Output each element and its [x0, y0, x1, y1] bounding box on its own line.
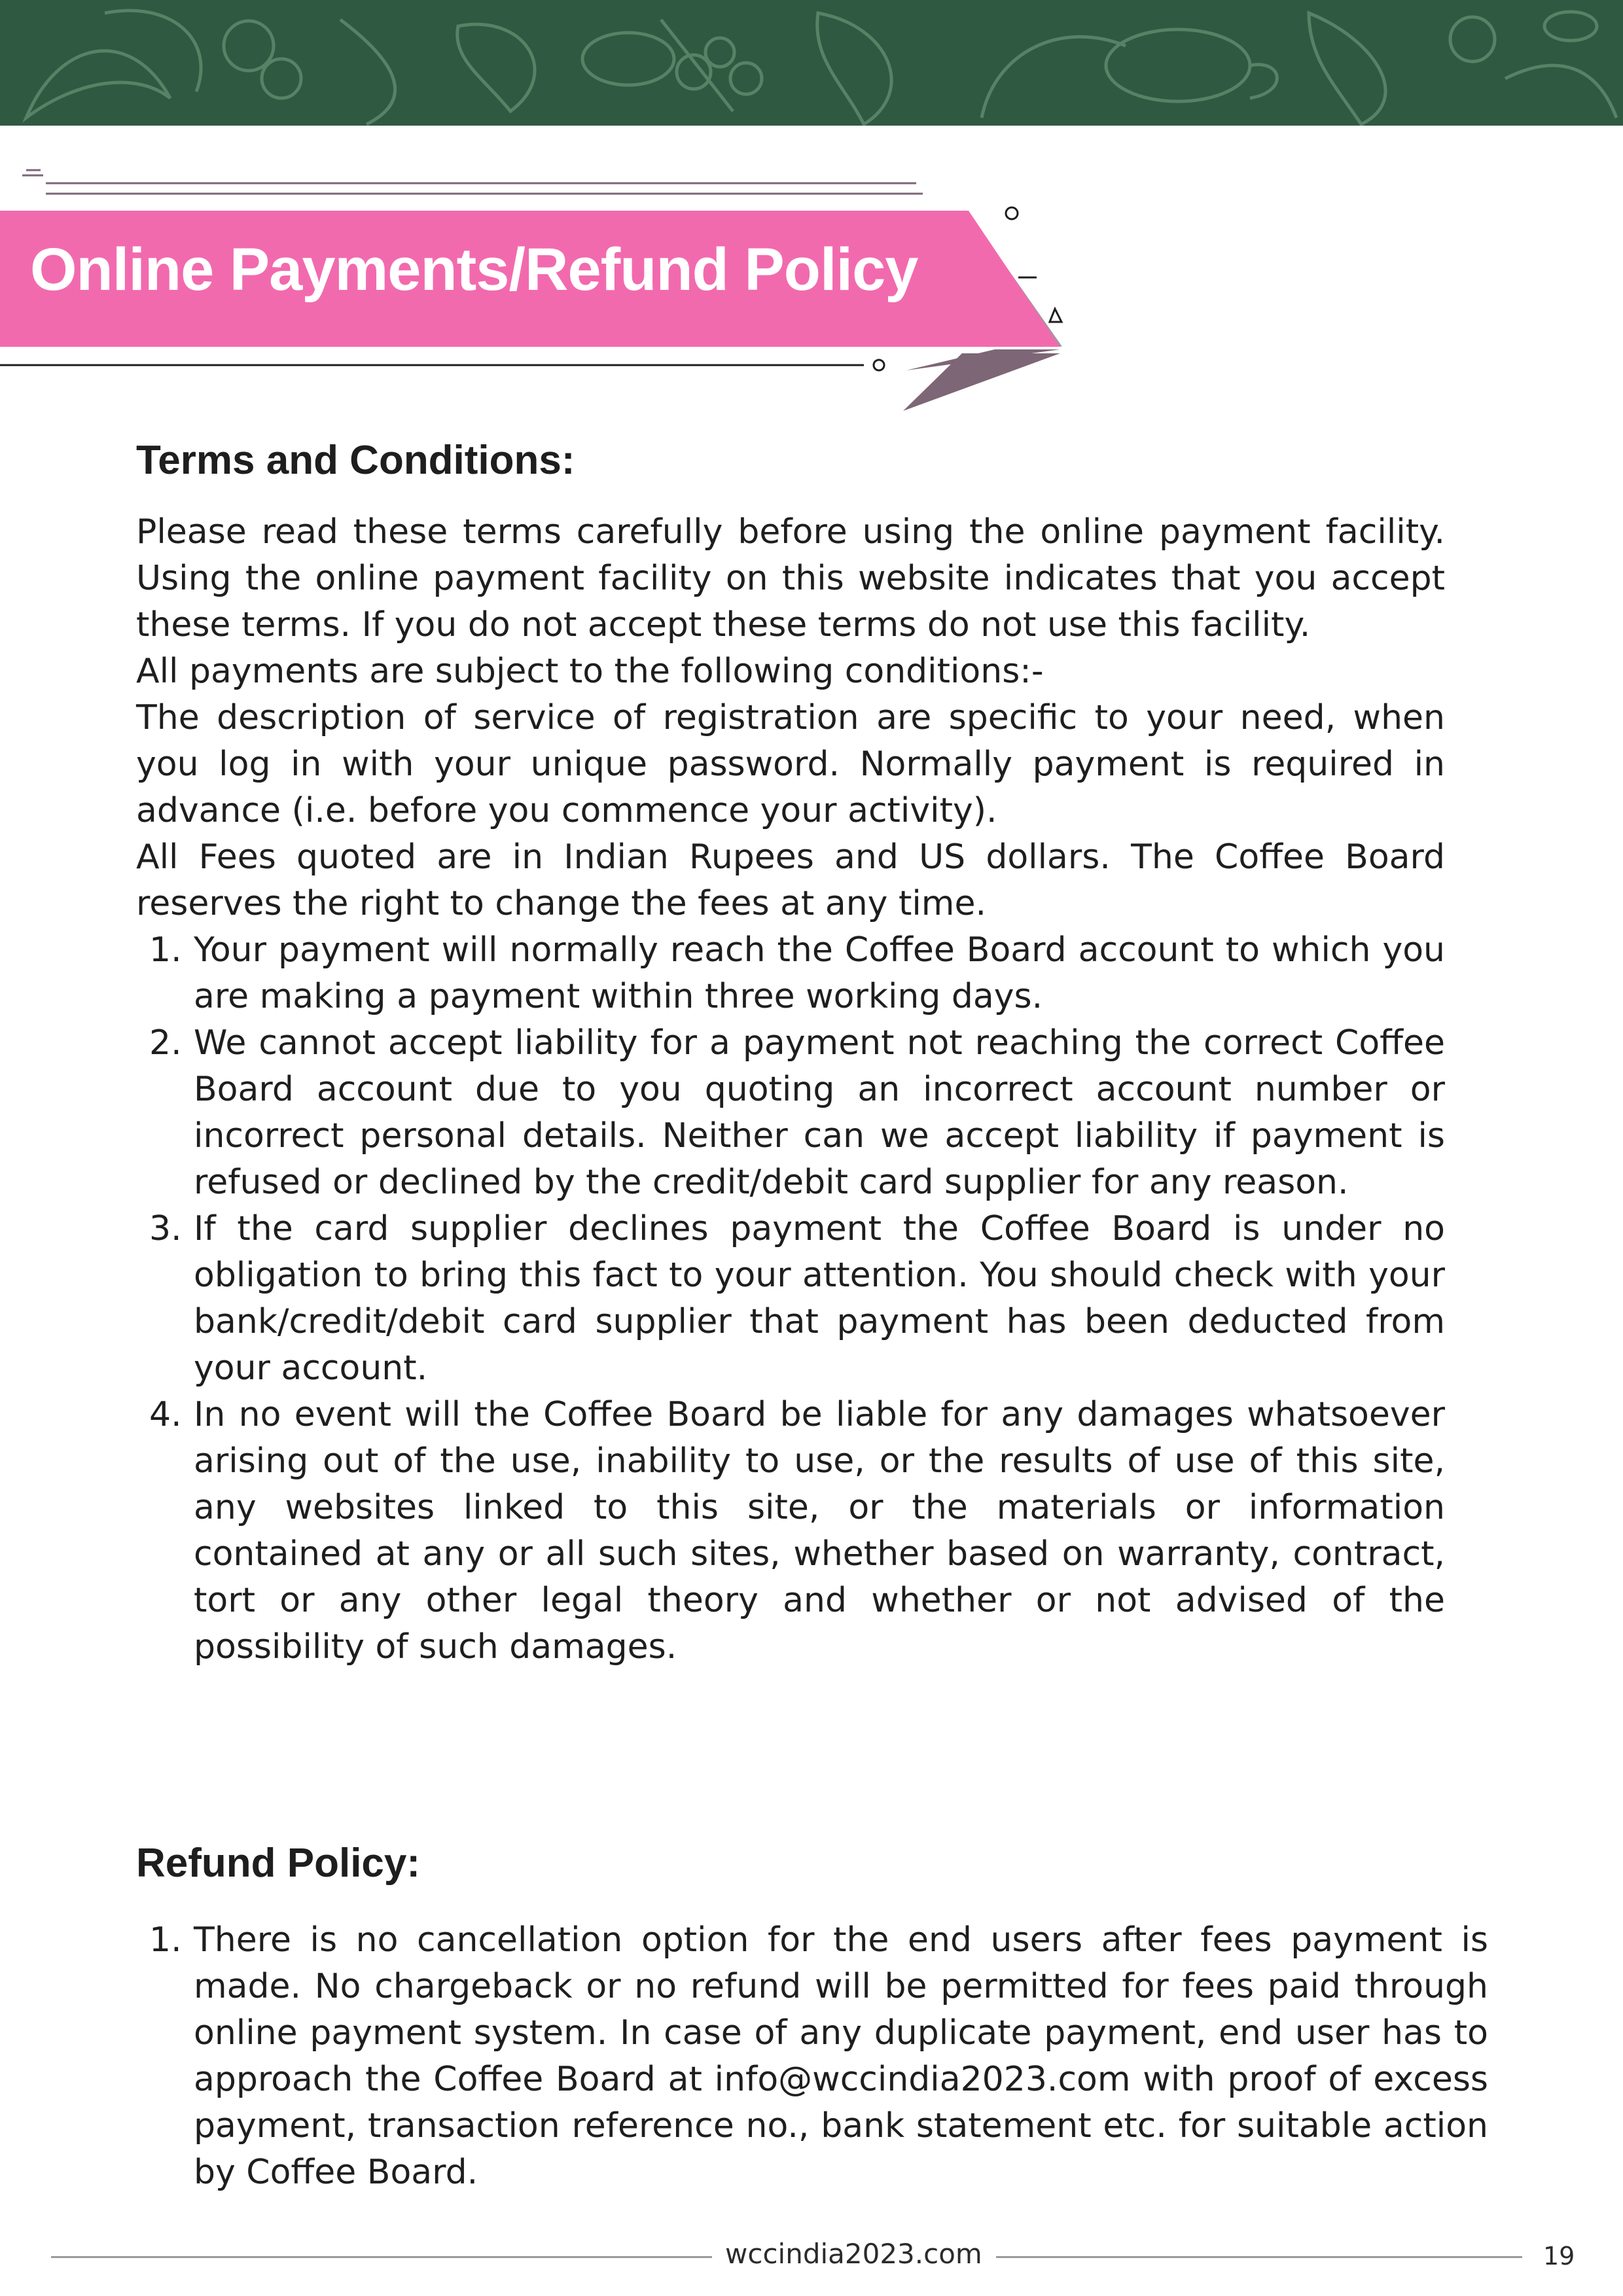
list-number: 1.: [149, 1920, 182, 1960]
list-text: In no event will the Coffee Board be liable for any damages whatsoever arising out of the use, inability to use, or the results of use of this site, any websites linked to this site, or the materials or information contained at any or all such sites, whether based on warranty, contract, tort or any other legal theory and whether or not advised of the possibility of such damages.: [194, 1395, 1445, 1667]
refund-body: [136, 1917, 1488, 2196]
list-number: 2.: [149, 1023, 182, 1063]
list-item: [136, 1392, 1445, 1670]
terms-paragraph: Please read these terms carefully before using the online payment facility. Using the online payment facility on this website indicates that you accept these terms. If you do not accept these terms do not use this facility.: [136, 512, 1445, 645]
list-item: [136, 1020, 1445, 1206]
footer-divider-right: [996, 2256, 1522, 2258]
page-title: Online Payments/Refund Policy: [30, 236, 918, 303]
terms-paragraph: The description of service of registration are specific to your need, when you log in with your unique password. Normally payment is required in advance (i.e. before you commence your activity).: [136, 698, 1445, 830]
list-number: 3.: [149, 1209, 182, 1248]
list-number: 4.: [149, 1395, 182, 1434]
refund-heading: Refund Policy:: [136, 1841, 421, 1886]
list-item: [136, 1206, 1445, 1392]
list-item: [136, 927, 1445, 1020]
footer-website: wccindia2023.com: [725, 2238, 982, 2270]
terms-body: [136, 509, 1445, 1670]
list-number: 1.: [149, 930, 182, 970]
list-text: Your payment will normally reach the Coffee Board account to which you are making a payment within three working days.: [194, 930, 1445, 1016]
header-banner: [0, 0, 1623, 126]
terms-paragraph: All Fees quoted are in Indian Rupees and US dollars. The Coffee Board reserves the right to change the fees at any time.: [136, 838, 1445, 923]
terms-paragraph: All payments are subject to the following conditions:-: [136, 652, 1044, 691]
list-item: [136, 1917, 1488, 2196]
terms-heading: Terms and Conditions:: [136, 438, 575, 483]
list-text: If the card supplier declines payment the Coffee Board is under no obligation to bring this fact to your attention. You should check with your bank/credit/debit card supplier that payment has been deducted from your account.: [194, 1209, 1445, 1388]
refund-list: [136, 1917, 1488, 2196]
list-text: We cannot accept liability for a payment not reaching the correct Coffee Board account due to you quoting an incorrect account number or incorrect personal details. Neither can we accept liability if payment is refused or declined by the credit/debit card supplier for any reason.: [194, 1023, 1445, 1202]
page-number: 19: [1543, 2242, 1575, 2270]
coffee-pattern-illustration: [0, 0, 1623, 126]
terms-list: [136, 927, 1445, 1670]
list-text: There is no cancellation option for the end users after fees payment is made. No chargeback or no refund will be permitted for fees paid through online payment system. In case of any duplicate payment, end user has to approach the Coffee Board at info@wccindia2023.com with proof of excess payment, transaction reference no., bank statement etc. for suitable action by Coffee Board.: [194, 1920, 1488, 2192]
footer-divider-left: [51, 2256, 712, 2258]
